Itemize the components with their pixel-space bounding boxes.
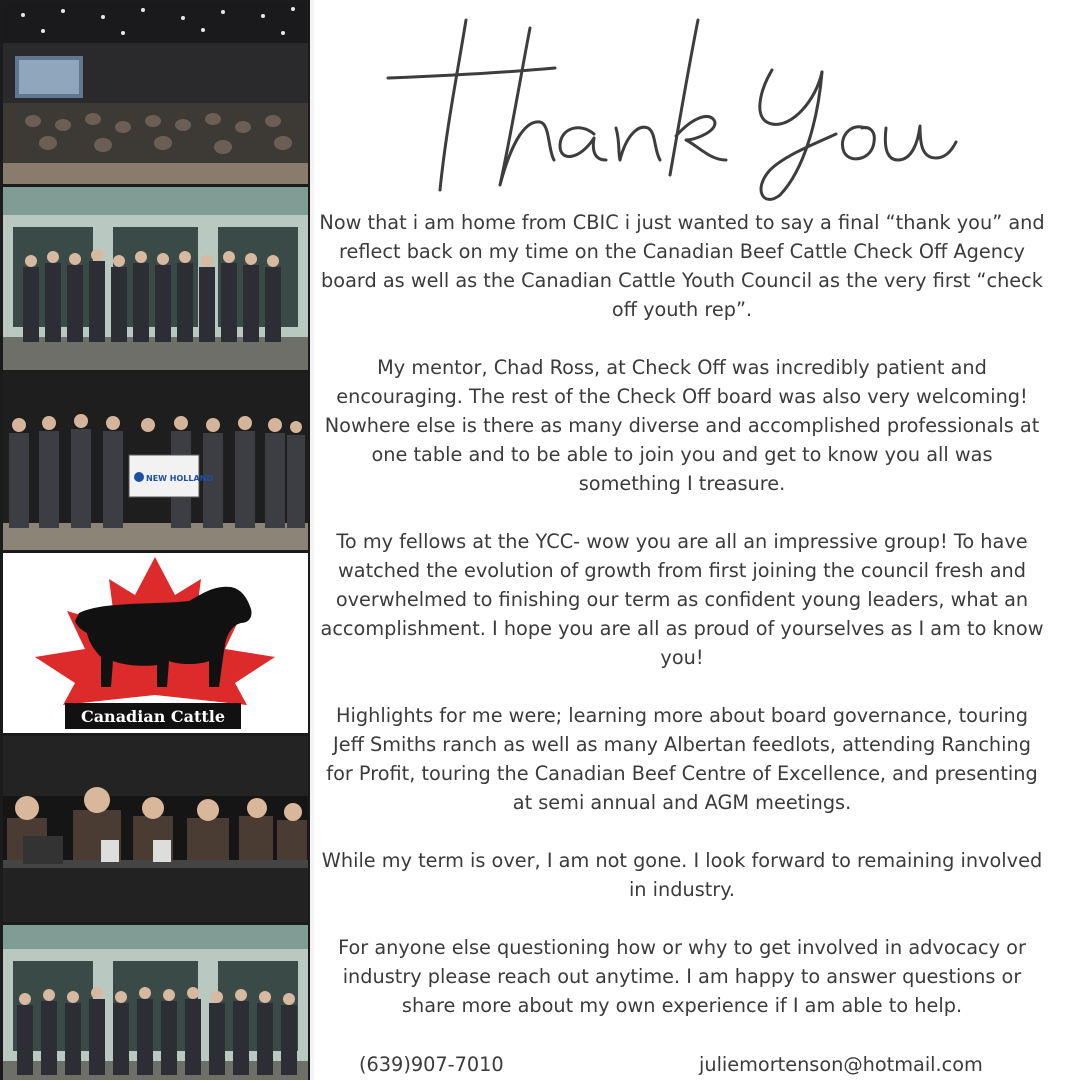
photo-group-building-2 [3, 925, 308, 1080]
photo-canadian-cattle-logo [3, 553, 308, 733]
thank-you-title [380, 10, 980, 205]
sign-text: NEW HOLLAND [146, 474, 213, 483]
paragraph-mentor: My mentor, Chad Ross, at Check Off was incredibly patient and encouraging. The rest of the Check Off board was also very welcoming! Nowhere else is there as many diverse and accomplished professionals at one table and to be able to join you and get to know you all was something I treasure. [324, 356, 1040, 495]
photo-column [0, 0, 310, 1080]
contact-row [318, 1053, 1058, 1081]
photo-board-meeting [3, 736, 308, 922]
paragraph-highlights: Highlights for me were; learning more about board governance, touring Jeff Smiths ranch as well as many Albertan feedlots, attending Ranching for Profit, touring the Canadian Beef Centre of Excellence, and presenting at semi annual and AGM meetings. [326, 704, 1038, 814]
photo-group-building [3, 187, 308, 370]
thank-you-letter [318, 208, 1046, 1020]
paragraph-term-over: While my term is over, I am not gone. I look forward to remaining involved in industry. [321, 849, 1043, 901]
phone-number[interactable]: (639)907-7010 [359, 1053, 504, 1076]
photo-group-sign [3, 373, 308, 550]
paragraph-reach-out: For anyone else questioning how or why to get involved in advocacy or industry please reach out anytime. I am happy to answer questions or share more about my own experience if I am able to help. [338, 936, 1026, 1017]
paragraph-intro: Now that i am home from CBIC i just wanted to say a final “thank you” and reflect back on my time on the Canadian Beef Cattle Check Off Agency board as well as the Canadian Cattle Youth Council as the very first “check off youth rep”. [319, 211, 1045, 321]
photo-conference-hall [3, 3, 308, 184]
paragraph-ycc: To my fellows at the YCC- wow you are all an impressive group! To have watched the evolution of growth from first joining the council fresh and overwhelmed to finishing our term as confident young leaders, what an accomplishment. I hope you are all as proud of yourselves as I am to know you! [320, 530, 1044, 669]
column-divider [310, 0, 314, 1080]
logo-caption: Canadian Cattle [80, 707, 226, 726]
email-address[interactable]: juliemortenson@hotmail.com [699, 1053, 983, 1076]
